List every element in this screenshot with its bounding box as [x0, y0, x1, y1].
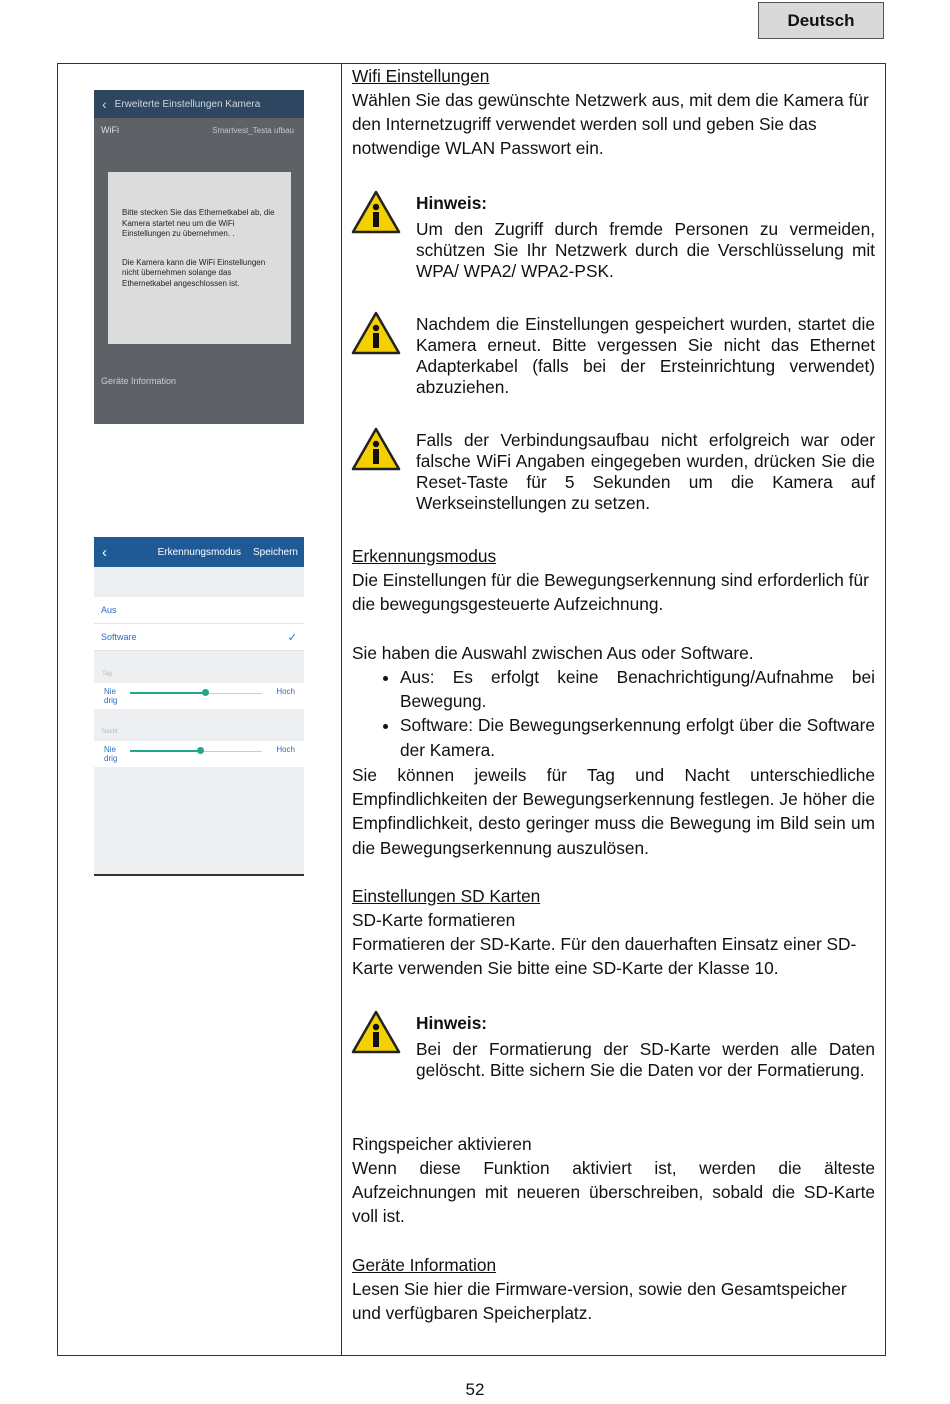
option-software-label: Software [101, 632, 137, 642]
ring-heading: Ringspeicher aktivieren [352, 1134, 532, 1154]
day-slider [94, 683, 304, 709]
wifi-label: WiFi [101, 125, 119, 135]
warning-icon [351, 1010, 401, 1054]
screenshot-title-bar [94, 90, 304, 118]
note-encryption [416, 193, 875, 282]
warning-icon [351, 190, 401, 234]
detection-bullets [352, 665, 875, 762]
night-slider-fill [130, 750, 200, 752]
note-text: Um den Zugriff durch fremde Personen zu vermeiden, schützen Sie Ihr Netzwerk durch die Verschlüsselung mit WPA/ WPA2/ WPA2-PSK. [416, 219, 875, 281]
option-off [94, 597, 304, 624]
wifi-settings-screenshot [94, 90, 304, 424]
night-slider [94, 741, 304, 767]
warning-icon [351, 427, 401, 471]
slider-low-label: Nie drig [104, 687, 118, 705]
wifi-heading: Wifi Einstellungen [352, 66, 490, 86]
info-text: Lesen Sie hier die Firmware-version, sowie den Gesamtspeicher und verfügbaren Speicherplatz. [352, 1279, 847, 1324]
option-off-label: Aus [101, 605, 117, 615]
device-info-item: Geräte Information [101, 376, 177, 386]
screenshot-title: Erweiterte Einstellungen Kamera [114, 98, 261, 110]
column-divider [341, 63, 342, 1356]
bullet-off: • Aus: Es erfolgt keine Benachrichtigung/Aufnahme bei Bewegung. [400, 665, 875, 713]
note-reset: Falls der Verbindungsaufbau nicht erfolgreich war oder falsche WiFi Angaben eingegeben wurden, drücken Sie die Reset-Taste für 5 Sekunden um die Kamera auf Werkseinstellungen zu setzen. [416, 430, 875, 513]
back-chevron-icon: ‹ [102, 96, 107, 112]
slider-high-label: Hoch [276, 745, 295, 754]
detection-heading: Erkennungsmodus [352, 546, 497, 566]
ethernet-dialog [108, 172, 291, 344]
wifi-value: Smartvest_Testa ufbau [212, 125, 294, 135]
option-software [94, 624, 304, 651]
detection-mode-screenshot [94, 537, 304, 876]
wifi-text: Wählen Sie das gewünschte Netzwerk aus, mit dem die Kamera für den Internetzugriff verwendet werden soll und geben Sie das notwendige WLAN Passwort ein. [352, 90, 869, 159]
screenshot2-title: Erkennungsmodus [157, 546, 241, 558]
slider-high-label: Hoch [276, 687, 295, 696]
note-title: Hinweis: [416, 1013, 488, 1033]
night-slider-knob [197, 747, 204, 754]
page-number: 52 [465, 1380, 485, 1399]
dialog-text-2: Die Kamera kann die WiFi Einstellungen nicht übernehmen solange das Ethernetkabel angeschlossen ist. [122, 257, 266, 288]
note-restart: Nachdem die Einstellungen gespeichert wurden, startet die Kamera erneut. Bitte vergessen Sie nicht das Ethernet Adapterkabel (falls bei der Ersteinrichtung verwendet) abzuziehen. [416, 314, 875, 397]
sd-heading: Einstellungen SD Karten [352, 886, 541, 906]
warning-icon [351, 311, 401, 355]
day-slider-knob [202, 689, 209, 696]
ring-text: Wenn diese Funktion aktiviert ist, werden die älteste Aufzeichnungen mit neueren überschreiben, sobald die SD-Karte voll ist. [352, 1158, 875, 1227]
dialog-text-1: Bitte stecken Sie das Ethernetkabel ab, die Kamera startet neu um die WiFi Einstellungen zu übernehmen. . [122, 208, 275, 238]
info-heading: Geräte Information [352, 1255, 497, 1275]
section-day: Tag [94, 651, 304, 683]
checkmark-icon: ✓ [287, 631, 297, 644]
sd-subheading: SD-Karte formatieren [352, 910, 516, 930]
save-label: Speichern [252, 546, 298, 558]
back-chevron-icon: ‹ [102, 543, 107, 561]
detection-choice: Sie haben die Auswahl zwischen Aus oder Software. [352, 643, 754, 663]
note-title: Hinweis: [416, 193, 488, 213]
wifi-row [94, 118, 304, 142]
sd-text: Formatieren der SD-Karte. Für den dauerhaften Einsatz einer SD-Karte verwenden Sie bitte eine SD-Karte der Klasse 10. [352, 934, 857, 979]
detection-sensitivity: Sie können jeweils für Tag und Nacht unterschiedliche Empfindlichkeiten der Bewegungserkennung festlegen. Je höher die Empfindlichkeit, desto geringer muss die Bewegung im Bild sein um die Bewegungserkennung auszulösen. [352, 765, 875, 858]
screenshot2-title-bar [94, 537, 304, 567]
note-format [416, 1013, 875, 1081]
detection-text: Die Einstellungen für die Bewegungserkennung sind erforderlich für die bewegungsgesteuerte Aufzeichnung. [352, 570, 869, 615]
note-text: Bei der Formatierung der SD-Karte werden alle Daten gelöscht. Bitte sichern Sie die Daten vor der Formatierung. [416, 1039, 875, 1080]
slider-low-label: Nie drig [104, 745, 118, 763]
spacer [94, 567, 304, 597]
section-night: Nacht [94, 709, 304, 741]
day-slider-fill [130, 692, 205, 694]
bullet-software: • Software: Die Bewegungserkennung erfolgt über die Software der Kamera. [400, 713, 875, 761]
language-tab: Deutsch [758, 2, 884, 39]
